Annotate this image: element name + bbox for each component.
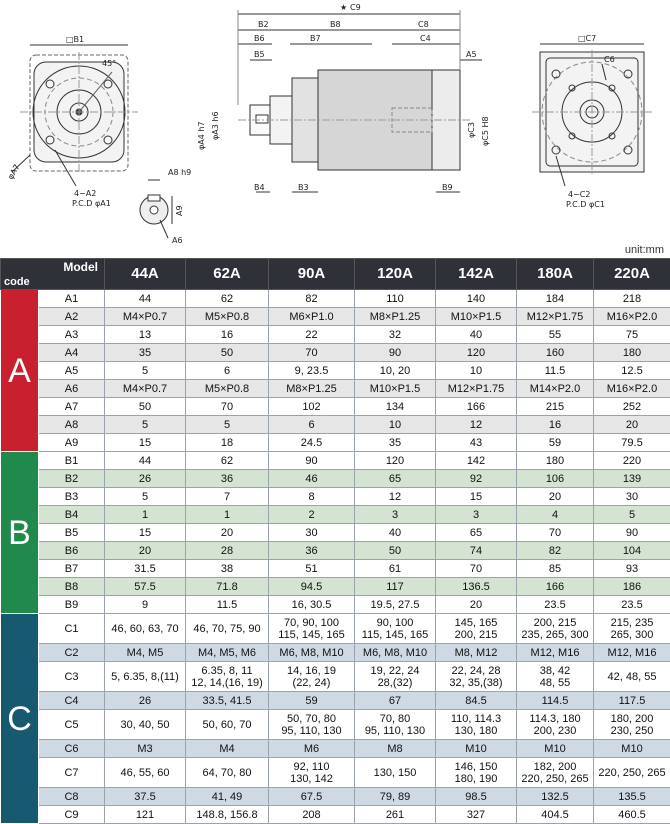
group-label: A — [1, 290, 39, 452]
c4-label: C4 — [420, 34, 431, 43]
a9-label: A9 — [175, 205, 184, 216]
value-cell: 65 — [355, 470, 436, 488]
value-cell: 6 — [186, 362, 269, 380]
side-view — [238, 10, 482, 192]
value-cell: M4×P0.7 — [105, 380, 186, 398]
value-cell: 18 — [186, 434, 269, 452]
value-cell: M8×P1.25 — [355, 308, 436, 326]
value-cell: 67 — [355, 692, 436, 710]
value-cell: 51 — [269, 560, 355, 578]
pcd-a1-label: P.C.D φA1 — [72, 199, 111, 208]
b3-label: B3 — [298, 183, 309, 192]
value-cell: 67.5 — [269, 788, 355, 806]
table-row — [1, 470, 670, 488]
value-cell: 139 — [594, 470, 670, 488]
value-cell: 135.5 — [594, 788, 670, 806]
value-cell: 70 — [517, 524, 594, 542]
b1-label: □B1 — [66, 35, 84, 44]
value-cell: 70 — [436, 560, 517, 578]
code-cell: B3 — [39, 488, 105, 506]
table-row — [1, 308, 670, 326]
value-cell: 20 — [186, 524, 269, 542]
value-cell: 43 — [436, 434, 517, 452]
code-cell: C6 — [39, 740, 105, 758]
value-cell: 160 — [517, 344, 594, 362]
technical-drawing-svg — [0, 0, 670, 245]
code-cell: A4 — [39, 344, 105, 362]
header-model: 120A — [355, 259, 436, 290]
value-cell: 404.5 — [517, 806, 594, 824]
value-cell: 3 — [355, 506, 436, 524]
code-cell: B2 — [39, 470, 105, 488]
value-cell: 182, 200 220, 250, 265 — [517, 758, 594, 788]
table-row — [1, 290, 670, 308]
value-cell: 215 — [517, 398, 594, 416]
value-cell: 11.5 — [517, 362, 594, 380]
value-cell: 180 — [517, 452, 594, 470]
code-cell: C1 — [39, 614, 105, 644]
header-model: 44A — [105, 259, 186, 290]
value-cell: 23.5 — [517, 596, 594, 614]
table-row — [1, 596, 670, 614]
value-cell: 117 — [355, 578, 436, 596]
code-cell: B5 — [39, 524, 105, 542]
value-cell: 114.3, 180 200, 230 — [517, 710, 594, 740]
value-cell: M4 — [186, 740, 269, 758]
code-cell: C4 — [39, 692, 105, 710]
value-cell: 22 — [269, 326, 355, 344]
table-row — [1, 524, 670, 542]
value-cell: 92 — [436, 470, 517, 488]
front-view — [12, 45, 138, 186]
a7-label: φA7 — [6, 163, 22, 181]
value-cell: 132.5 — [517, 788, 594, 806]
value-cell: 460.5 — [594, 806, 670, 824]
value-cell: 26 — [105, 470, 186, 488]
value-cell: 36 — [186, 470, 269, 488]
value-cell: 30 — [594, 488, 670, 506]
code-cell: A3 — [39, 326, 105, 344]
dimension-table — [0, 258, 670, 824]
value-cell: M12, M16 — [517, 644, 594, 662]
group-label: C — [1, 614, 39, 824]
value-cell: 145, 165 200, 215 — [436, 614, 517, 644]
code-cell: A7 — [39, 398, 105, 416]
value-cell: 40 — [355, 524, 436, 542]
value-cell: 215, 235 265, 300 — [594, 614, 670, 644]
a5-label: A5 — [466, 50, 477, 59]
value-cell: M14×P2.0 — [517, 380, 594, 398]
value-cell: M12×P1.75 — [517, 308, 594, 326]
value-cell: 20 — [517, 488, 594, 506]
value-cell: 41, 49 — [186, 788, 269, 806]
header-model: 142A — [436, 259, 517, 290]
value-cell: 166 — [436, 398, 517, 416]
value-cell: M5×P0.8 — [186, 380, 269, 398]
value-cell: 70, 80 95, 110, 130 — [355, 710, 436, 740]
value-cell: 70 — [186, 398, 269, 416]
value-cell: 14, 16, 19 (22, 24) — [269, 662, 355, 692]
table-row — [1, 662, 670, 692]
value-cell: 184 — [517, 290, 594, 308]
value-cell: 20 — [436, 596, 517, 614]
value-cell: 5, 6.35, 8,(11) — [105, 662, 186, 692]
table-row — [1, 614, 670, 644]
value-cell: 44 — [105, 290, 186, 308]
value-cell: 218 — [594, 290, 670, 308]
value-cell: 40 — [436, 326, 517, 344]
value-cell: 50 — [355, 542, 436, 560]
value-cell: 104 — [594, 542, 670, 560]
code-cell: A2 — [39, 308, 105, 326]
value-cell: 20 — [594, 416, 670, 434]
value-cell: 120 — [355, 452, 436, 470]
value-cell: 61 — [355, 560, 436, 578]
value-cell: 12 — [436, 416, 517, 434]
value-cell: 121 — [105, 806, 186, 824]
value-cell: 50, 70, 80 95, 110, 130 — [269, 710, 355, 740]
table-row — [1, 488, 670, 506]
header-model-label: Model — [63, 261, 98, 273]
code-cell: C2 — [39, 644, 105, 662]
value-cell: 130, 150 — [355, 758, 436, 788]
value-cell: 94.5 — [269, 578, 355, 596]
value-cell: M6×P1.0 — [269, 308, 355, 326]
table-row — [1, 344, 670, 362]
value-cell: 32 — [355, 326, 436, 344]
value-cell: M12, M16 — [594, 644, 670, 662]
value-cell: 3 — [436, 506, 517, 524]
value-cell: 11.5 — [186, 596, 269, 614]
value-cell: 46, 55, 60 — [105, 758, 186, 788]
a3-label: φA3 h6 — [211, 111, 220, 140]
value-cell: 13 — [105, 326, 186, 344]
value-cell: 30 — [269, 524, 355, 542]
value-cell: 23.5 — [594, 596, 670, 614]
value-cell: 38 — [186, 560, 269, 578]
b9-label: B9 — [442, 183, 453, 192]
code-cell: B4 — [39, 506, 105, 524]
group-label: B — [1, 452, 39, 614]
table-row — [1, 692, 670, 710]
value-cell: M6 — [269, 740, 355, 758]
value-cell: 140 — [436, 290, 517, 308]
value-cell: 10, 20 — [355, 362, 436, 380]
code-cell: A1 — [39, 290, 105, 308]
table-row — [1, 710, 670, 740]
value-cell: 59 — [269, 692, 355, 710]
code-cell: A5 — [39, 362, 105, 380]
value-cell: 38, 42 48, 55 — [517, 662, 594, 692]
value-cell: 146, 150 180, 190 — [436, 758, 517, 788]
value-cell: 46 — [269, 470, 355, 488]
value-cell: M8 — [355, 740, 436, 758]
value-cell: 180 — [594, 344, 670, 362]
a2-label: 4−A2 — [74, 189, 96, 198]
value-cell: M10 — [436, 740, 517, 758]
rear-view — [532, 44, 652, 186]
value-cell: 166 — [517, 578, 594, 596]
dimension-table-wrap — [0, 258, 670, 824]
table-row — [1, 578, 670, 596]
value-cell: 84.5 — [436, 692, 517, 710]
value-cell: 5 — [105, 416, 186, 434]
value-cell: 65 — [436, 524, 517, 542]
pcd-c1-label: P.C.D φC1 — [566, 200, 605, 209]
value-cell: 5 — [105, 362, 186, 380]
value-cell: 261 — [355, 806, 436, 824]
table-body — [1, 290, 670, 824]
value-cell: 180, 200 230, 250 — [594, 710, 670, 740]
value-cell: 5 — [186, 416, 269, 434]
value-cell: 50, 60, 70 — [186, 710, 269, 740]
angle-label: 45° — [102, 59, 116, 68]
value-cell: 15 — [105, 524, 186, 542]
value-cell: 1 — [186, 506, 269, 524]
value-cell: 327 — [436, 806, 517, 824]
value-cell: M10 — [517, 740, 594, 758]
c2-label: 4−C2 — [568, 190, 590, 199]
code-cell: B8 — [39, 578, 105, 596]
value-cell: 142 — [436, 452, 517, 470]
value-cell: 35 — [355, 434, 436, 452]
value-cell: 5 — [105, 488, 186, 506]
value-cell: M4, M5, M6 — [186, 644, 269, 662]
value-cell: M4, M5 — [105, 644, 186, 662]
value-cell: 8 — [269, 488, 355, 506]
table-row — [1, 398, 670, 416]
a6-label: A6 — [172, 236, 183, 245]
table-header-row — [1, 259, 670, 290]
code-cell: C3 — [39, 662, 105, 692]
header-code-label: code — [4, 276, 30, 288]
header-model: 90A — [269, 259, 355, 290]
b5-label: B5 — [254, 50, 265, 59]
value-cell: 10 — [355, 416, 436, 434]
c5-label: φC5 H8 — [481, 116, 490, 146]
value-cell: 106 — [517, 470, 594, 488]
c8-label: C8 — [418, 20, 429, 29]
value-cell: 6.35, 8, 11 12, 14,(16, 19) — [186, 662, 269, 692]
header-model: 180A — [517, 259, 594, 290]
value-cell: 33.5, 41.5 — [186, 692, 269, 710]
value-cell: 1 — [105, 506, 186, 524]
code-cell: B9 — [39, 596, 105, 614]
value-cell: M3 — [105, 740, 186, 758]
shaft-detail — [140, 180, 172, 238]
header-corner — [1, 259, 105, 290]
code-cell: A9 — [39, 434, 105, 452]
table-row — [1, 788, 670, 806]
value-cell: 117.5 — [594, 692, 670, 710]
value-cell: 71.8 — [186, 578, 269, 596]
value-cell: 59 — [517, 434, 594, 452]
value-cell: 35 — [105, 344, 186, 362]
header-model: 62A — [186, 259, 269, 290]
value-cell: 186 — [594, 578, 670, 596]
header-model: 220A — [594, 259, 670, 290]
b7-label: B7 — [310, 34, 321, 43]
value-cell: 90 — [355, 344, 436, 362]
value-cell: 46, 60, 63, 70 — [105, 614, 186, 644]
value-cell: 15 — [436, 488, 517, 506]
value-cell: 9, 23.5 — [269, 362, 355, 380]
value-cell: 50 — [186, 344, 269, 362]
table-row — [1, 506, 670, 524]
value-cell: 64, 70, 80 — [186, 758, 269, 788]
value-cell: M10×P1.5 — [436, 308, 517, 326]
value-cell: 148.8, 156.8 — [186, 806, 269, 824]
value-cell: 79, 89 — [355, 788, 436, 806]
b2-label: B2 — [258, 20, 269, 29]
code-cell: A8 — [39, 416, 105, 434]
unit-label: unit:mm — [625, 244, 664, 256]
value-cell: 110, 114.3 130, 180 — [436, 710, 517, 740]
c9-label: C9 — [350, 3, 361, 12]
code-cell: C8 — [39, 788, 105, 806]
table-row — [1, 434, 670, 452]
c6-label: C6 — [604, 55, 615, 64]
table-row — [1, 416, 670, 434]
b4-label: B4 — [254, 183, 265, 192]
dimension-drawing — [0, 0, 670, 245]
value-cell: 62 — [186, 290, 269, 308]
table-row — [1, 542, 670, 560]
value-cell: 12 — [355, 488, 436, 506]
value-cell: 93 — [594, 560, 670, 578]
value-cell: 19, 22, 24 28,(32) — [355, 662, 436, 692]
value-cell: 16 — [186, 326, 269, 344]
table-row — [1, 560, 670, 578]
value-cell: 44 — [105, 452, 186, 470]
value-cell: 7 — [186, 488, 269, 506]
value-cell: 82 — [517, 542, 594, 560]
value-cell: M4×P0.7 — [105, 308, 186, 326]
value-cell: 16 — [517, 416, 594, 434]
table-row — [1, 380, 670, 398]
table-row — [1, 362, 670, 380]
c9-star-icon: ★ — [340, 3, 347, 12]
value-cell: 12.5 — [594, 362, 670, 380]
value-cell: 208 — [269, 806, 355, 824]
value-cell: 85 — [517, 560, 594, 578]
c3-label: φC3 — [467, 122, 476, 138]
value-cell: 6 — [269, 416, 355, 434]
value-cell: M6, M8, M10 — [355, 644, 436, 662]
value-cell: 90, 100 115, 145, 165 — [355, 614, 436, 644]
a4-label: φA4 h7 — [197, 121, 206, 150]
table-row — [1, 740, 670, 758]
value-cell: M8, M12 — [436, 644, 517, 662]
value-cell: 57.5 — [105, 578, 186, 596]
value-cell: 74 — [436, 542, 517, 560]
value-cell: 42, 48, 55 — [594, 662, 670, 692]
value-cell: 55 — [517, 326, 594, 344]
value-cell: 4 — [517, 506, 594, 524]
value-cell: 5 — [594, 506, 670, 524]
value-cell: M10×P1.5 — [355, 380, 436, 398]
value-cell: 90 — [594, 524, 670, 542]
value-cell: 98.5 — [436, 788, 517, 806]
value-cell: 36 — [269, 542, 355, 560]
value-cell: 75 — [594, 326, 670, 344]
value-cell: 9 — [105, 596, 186, 614]
value-cell: 31.5 — [105, 560, 186, 578]
value-cell: 79.5 — [594, 434, 670, 452]
value-cell: 220, 250, 265 — [594, 758, 670, 788]
value-cell: 62 — [186, 452, 269, 470]
code-cell: B7 — [39, 560, 105, 578]
value-cell: 92, 110 130, 142 — [269, 758, 355, 788]
value-cell: 28 — [186, 542, 269, 560]
value-cell: 120 — [436, 344, 517, 362]
value-cell: 22, 24, 28 32, 35,(38) — [436, 662, 517, 692]
value-cell: 220 — [594, 452, 670, 470]
b6-label: B6 — [254, 34, 265, 43]
value-cell: M16×P2.0 — [594, 380, 670, 398]
value-cell: 50 — [105, 398, 186, 416]
value-cell: 90 — [269, 452, 355, 470]
a8-label: A8 h9 — [168, 168, 191, 177]
value-cell: 200, 215 235, 265, 300 — [517, 614, 594, 644]
value-cell: 20 — [105, 542, 186, 560]
value-cell: 24.5 — [269, 434, 355, 452]
table-row — [1, 758, 670, 788]
value-cell: 114.5 — [517, 692, 594, 710]
value-cell: 37.5 — [105, 788, 186, 806]
value-cell: M10 — [594, 740, 670, 758]
value-cell: 19.5, 27.5 — [355, 596, 436, 614]
code-cell: A6 — [39, 380, 105, 398]
value-cell: 110 — [355, 290, 436, 308]
value-cell: M16×P2.0 — [594, 308, 670, 326]
value-cell: 252 — [594, 398, 670, 416]
b8-label: B8 — [330, 20, 341, 29]
value-cell: 102 — [269, 398, 355, 416]
value-cell: 30, 40, 50 — [105, 710, 186, 740]
code-cell: B1 — [39, 452, 105, 470]
c7-label: □C7 — [578, 34, 596, 43]
value-cell: 16, 30.5 — [269, 596, 355, 614]
value-cell: 26 — [105, 692, 186, 710]
code-cell: C9 — [39, 806, 105, 824]
value-cell: M8×P1.25 — [269, 380, 355, 398]
value-cell: 70 — [269, 344, 355, 362]
value-cell: 2 — [269, 506, 355, 524]
value-cell: 136.5 — [436, 578, 517, 596]
value-cell: M6, M8, M10 — [269, 644, 355, 662]
code-cell: C7 — [39, 758, 105, 788]
value-cell: 134 — [355, 398, 436, 416]
value-cell: 10 — [436, 362, 517, 380]
value-cell: M5×P0.8 — [186, 308, 269, 326]
table-row — [1, 806, 670, 824]
value-cell: 70, 90, 100 115, 145, 165 — [269, 614, 355, 644]
table-row — [1, 326, 670, 344]
value-cell: 15 — [105, 434, 186, 452]
value-cell: M12×P1.75 — [436, 380, 517, 398]
code-cell: C5 — [39, 710, 105, 740]
code-cell: B6 — [39, 542, 105, 560]
table-row — [1, 644, 670, 662]
value-cell: 82 — [269, 290, 355, 308]
value-cell: 46, 70, 75, 90 — [186, 614, 269, 644]
table-row — [1, 452, 670, 470]
